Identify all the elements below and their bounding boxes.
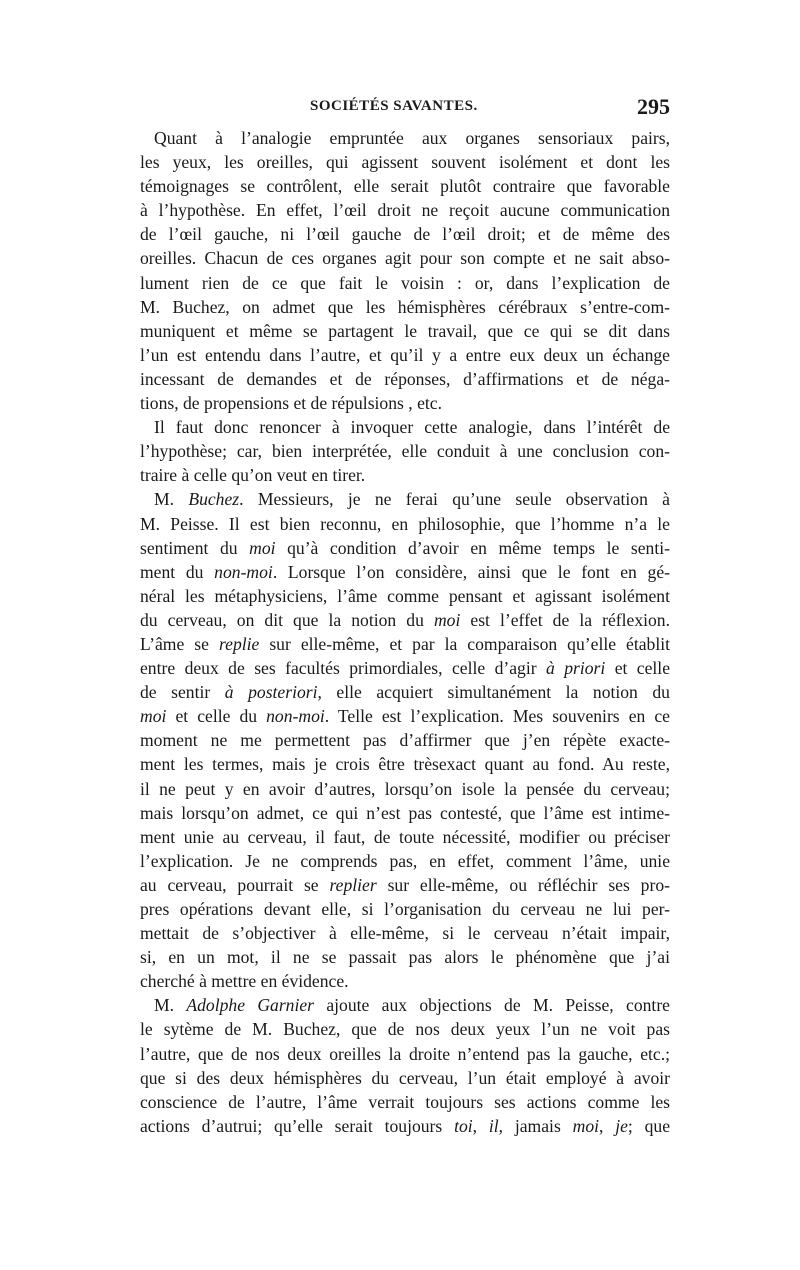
text-segment: . Telle est l’explication. Mes souvenirs en ce (324, 706, 670, 727)
text-segment: sur elle-même, ou réfléchir ses pro- (376, 874, 670, 895)
text-segment: moment ne me permettent pas d’affirmer que j’en répète exacte- (140, 730, 670, 751)
text-line (140, 512, 670, 536)
text-line (140, 1042, 670, 1066)
italic-text: je (615, 1115, 628, 1136)
italic-text: toi (454, 1115, 473, 1136)
text-segment: les yeux, les oreilles, qui agissent souvent isolément et dont les (140, 152, 670, 173)
text-segment: Il faut donc renoncer à invoquer cette analogie, dans l’intérêt de (154, 417, 670, 438)
italic-text: il (488, 1115, 499, 1136)
text-line (140, 584, 670, 608)
text-line (140, 1066, 670, 1090)
text-line (140, 560, 670, 584)
text-line (140, 1090, 670, 1114)
text-line (140, 343, 670, 367)
text-segment: ajoute aux objections de M. Peisse, contre (314, 995, 670, 1016)
text-segment: mais lorsqu’on admet, ce qui n’est pas contesté, que l’âme est intime- (140, 802, 670, 823)
italic-text: non-moi (214, 561, 273, 582)
text-segment: de l’œil gauche, ni l’œil gauche de l’œil droit; et de même des (140, 224, 670, 245)
text-line (140, 415, 670, 439)
text-segment: est l’effet de la réflexion. (460, 609, 670, 630)
text-line (140, 222, 670, 246)
italic-text: moi (249, 537, 276, 558)
text-segment: du cerveau, on dit que la notion du (140, 609, 434, 630)
text-segment: il ne peut y en avoir d’autres, lorsqu’on isole la pensée du cerveau; (140, 778, 670, 799)
text-segment: , (599, 1115, 616, 1136)
page-number: 295 (637, 94, 670, 119)
text-line (140, 246, 670, 270)
text-segment: et celle du (166, 706, 267, 727)
text-line (140, 993, 670, 1017)
text-segment: M. Buchez, on admet que les hémisphères cérébraux s’entre-com- (140, 296, 670, 317)
text-segment: oreilles. Chacun de ces organes agit pour son compte et ne sait abso- (140, 248, 670, 269)
text-segment: ment les termes, mais je crois être trèsexact quant au fond. Au reste, (140, 754, 670, 775)
text-line (140, 1114, 670, 1138)
text-line (140, 150, 670, 174)
text-segment: tions, de propensions et de répulsions , etc. (140, 393, 442, 414)
text-line (140, 849, 670, 873)
italic-text: non-moi (266, 706, 325, 727)
text-line (140, 608, 670, 632)
text-line (140, 728, 670, 752)
italic-text: Adolphe Garnier (186, 995, 315, 1016)
text-segment: M. Peisse. Il est bien reconnu, en philosophie, que l’homme n’a le (140, 513, 670, 534)
italic-text: replie (218, 633, 260, 654)
text-segment: traire à celle qu’on veut en tirer. (140, 465, 366, 486)
text-segment: l’explication. Je ne comprends pas, en effet, comment l’âme, unie (140, 850, 670, 871)
text-segment: , jamais (498, 1115, 573, 1136)
text-segment: sentiment du (140, 537, 250, 558)
text-line (140, 969, 670, 993)
text-line (140, 897, 670, 921)
text-line (140, 439, 670, 463)
text-segment: à l’hypothèse. En effet, l’œil droit ne reçoit aucune communication (140, 200, 670, 221)
text-segment: . Messieurs, je ne ferai qu’une seule observation à (239, 489, 670, 510)
text-line (140, 174, 670, 198)
text-line (140, 752, 670, 776)
text-line (140, 656, 670, 680)
text-segment: conscience de l’autre, l’âme verrait toujours ses actions comme les (140, 1091, 670, 1112)
italic-text: à posteriori (224, 682, 318, 703)
text-segment: pres opérations devant elle, si l’organisation du cerveau ne lui per- (140, 899, 670, 919)
text-segment: sur elle-même, et par la comparaison qu’elle établit (259, 633, 670, 654)
text-segment: qu’à condition d’avoir en même temps le senti- (275, 537, 670, 558)
text-line (140, 391, 670, 415)
body-text (140, 126, 670, 1138)
text-line (140, 487, 670, 511)
text-segment: mettait de s’objectiver à elle-même, si le cerveau n’était impair, (140, 923, 670, 944)
text-line (140, 463, 670, 487)
text-line (140, 680, 670, 704)
text-line (140, 198, 670, 222)
text-segment: M. (154, 995, 187, 1016)
text-segment: muniquent et même se partagent le travail, que ce qui se dit dans (140, 320, 670, 341)
text-line (140, 126, 670, 150)
text-line (140, 921, 670, 945)
text-segment: ment du (140, 561, 215, 582)
text-segment: Quant à l’analogie empruntée aux organes sensoriaux pairs, (154, 128, 670, 148)
text-segment: L’âme se (140, 633, 219, 654)
text-segment: témoignages se contrôlent, elle serait plutôt contraire que favorable (140, 176, 670, 197)
text-line (140, 873, 670, 897)
italic-text: Buchez (188, 489, 240, 510)
text-line (140, 367, 670, 391)
running-title: SOCIÉTÉS SAVANTES. (310, 98, 478, 114)
text-segment: actions d’autrui; qu’elle serait toujours (140, 1115, 455, 1136)
text-line (140, 1017, 670, 1041)
text-segment: et celle (605, 658, 671, 679)
text-line (140, 271, 670, 295)
text-segment: M. (154, 489, 189, 510)
text-segment: que si des deux hémisphères du cerveau, l’un était employé à avoir (140, 1067, 670, 1088)
text-segment: néral les métaphysiciens, l’âme comme pensant et agissant isolément (140, 585, 670, 606)
text-segment: cherché à mettre en évidence. (140, 971, 349, 992)
page-header (140, 94, 670, 124)
text-segment: au cerveau, pourrait se (140, 874, 330, 895)
text-segment: ment unie au cerveau, il faut, de toute nécessité, modifier ou préciser (140, 826, 670, 847)
text-segment: l’un est entendu dans l’autre, et qu’il y a entre eux deux un échange (140, 344, 670, 365)
text-segment: lument rien de ce que fait le voisin : or, dans l’explication de (140, 272, 670, 293)
text-segment: l’hypothèse; car, bien interprétée, elle conduit à une conclusion con- (140, 441, 670, 462)
text-segment: , elle acquiert simultanément la notion du (317, 682, 670, 703)
text-line (140, 704, 670, 728)
italic-text: à priori (546, 658, 606, 679)
text-segment: de sentir (140, 682, 225, 703)
text-line (140, 825, 670, 849)
text-line (140, 319, 670, 343)
text-segment: si, en un mot, il ne se passait pas alors le phénomène que j’ai (140, 947, 670, 968)
text-line (140, 777, 670, 801)
text-line (140, 536, 670, 560)
text-segment: le sytème de M. Buchez, que de nos deux yeux l’un ne voit pas (140, 1019, 670, 1040)
italic-text: moi (572, 1115, 599, 1136)
text-segment: . Lorsque l’on considère, ainsi que le font en gé- (272, 561, 670, 582)
text-segment: ; que (627, 1115, 671, 1136)
text-line (140, 632, 670, 656)
text-segment: , (472, 1115, 489, 1136)
text-segment: incessant de demandes et de réponses, d’affirmations et de néga- (140, 368, 670, 389)
text-segment: entre deux de ses facultés primordiales, celle d’agir (140, 658, 546, 679)
text-line (140, 801, 670, 825)
italic-text: moi (433, 609, 461, 630)
italic-text: replier (329, 874, 377, 895)
text-segment: l’autre, que de nos deux oreilles la droite n’entend pas la gauche, etc.; (140, 1043, 670, 1064)
text-line (140, 295, 670, 319)
text-line (140, 945, 670, 969)
italic-text: moi (140, 706, 167, 727)
